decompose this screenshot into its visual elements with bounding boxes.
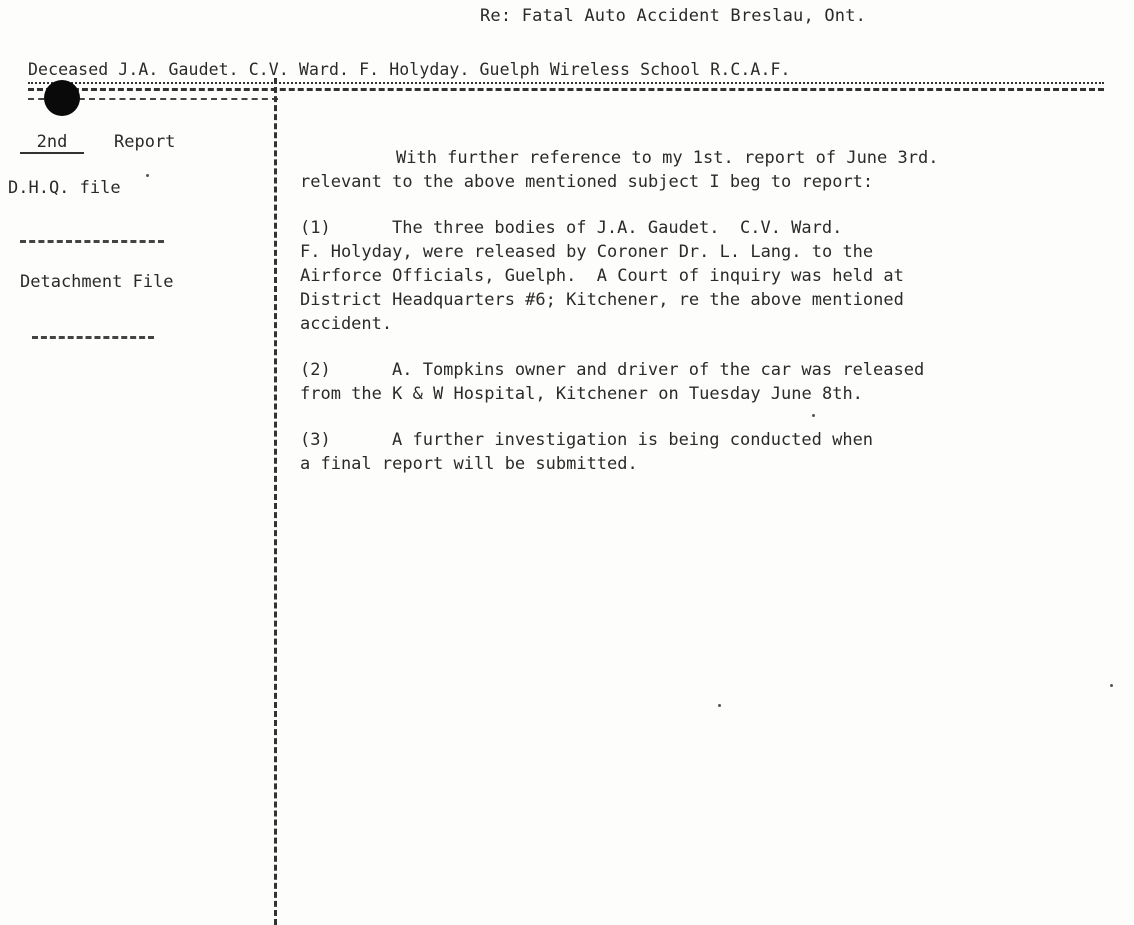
paragraph-line: A. Tompkins owner and driver of the car was released bbox=[392, 360, 925, 380]
paragraph-line: District Headquarters #6; Kitchener, re the above mentioned bbox=[300, 290, 904, 310]
report-number bbox=[36, 132, 84, 154]
subject-line: Re: Fatal Auto Accident Breslau, Ont. bbox=[480, 6, 867, 26]
punch-hole bbox=[44, 80, 80, 116]
paragraph-first-line bbox=[300, 428, 1020, 452]
paragraph-first-line bbox=[300, 358, 1020, 382]
report-paragraph bbox=[300, 216, 1020, 336]
paragraph-first-line bbox=[300, 216, 1020, 240]
paper-speck bbox=[812, 414, 815, 417]
paragraph-line: accident. bbox=[300, 314, 393, 334]
report-intro: With further reference to my 1st. report of June 3rd. relevant to the above mentioned subject I beg to report: bbox=[300, 148, 949, 192]
dhq-file-blank bbox=[20, 240, 164, 243]
deceased-underline bbox=[28, 82, 1104, 84]
paragraph-line: F. Holyday, were released by Coroner Dr. L. Lang. to the bbox=[300, 242, 874, 262]
paragraph-number: (2) bbox=[300, 360, 331, 380]
paper-speck bbox=[718, 704, 721, 707]
paragraph-number: (3) bbox=[300, 430, 331, 450]
paragraph-line: The three bodies of J.A. Gaudet. C.V. Ward. bbox=[392, 218, 843, 238]
header-rule bbox=[28, 88, 1104, 91]
paragraph-line: Airforce Officials, Guelph. A Court of inquiry was held at bbox=[300, 266, 904, 286]
report-number-value: 2nd bbox=[20, 132, 84, 154]
report-paragraph bbox=[300, 428, 1020, 476]
column-divider bbox=[274, 78, 277, 925]
dhq-file-label: D.H.Q. file bbox=[8, 178, 121, 198]
report-paragraph bbox=[300, 358, 1020, 406]
report-label: Report bbox=[114, 132, 176, 152]
paper-speck bbox=[1110, 684, 1113, 687]
detachment-file-blank bbox=[32, 336, 154, 339]
detachment-file-label: Detachment File bbox=[20, 272, 174, 292]
paragraph-line: a final report will be submitted. bbox=[300, 454, 638, 474]
paper-speck bbox=[146, 174, 149, 177]
paragraph-line: from the K & W Hospital, Kitchener on Tuesday June 8th. bbox=[300, 384, 863, 404]
deceased-line: Deceased J.A. Gaudet. C.V. Ward. F. Holyday. Guelph Wireless School R.C.A.F. bbox=[28, 60, 791, 79]
report-body bbox=[300, 146, 1020, 498]
paragraph-number: (1) bbox=[300, 218, 331, 238]
paragraph-line: A further investigation is being conducted when bbox=[392, 430, 874, 450]
